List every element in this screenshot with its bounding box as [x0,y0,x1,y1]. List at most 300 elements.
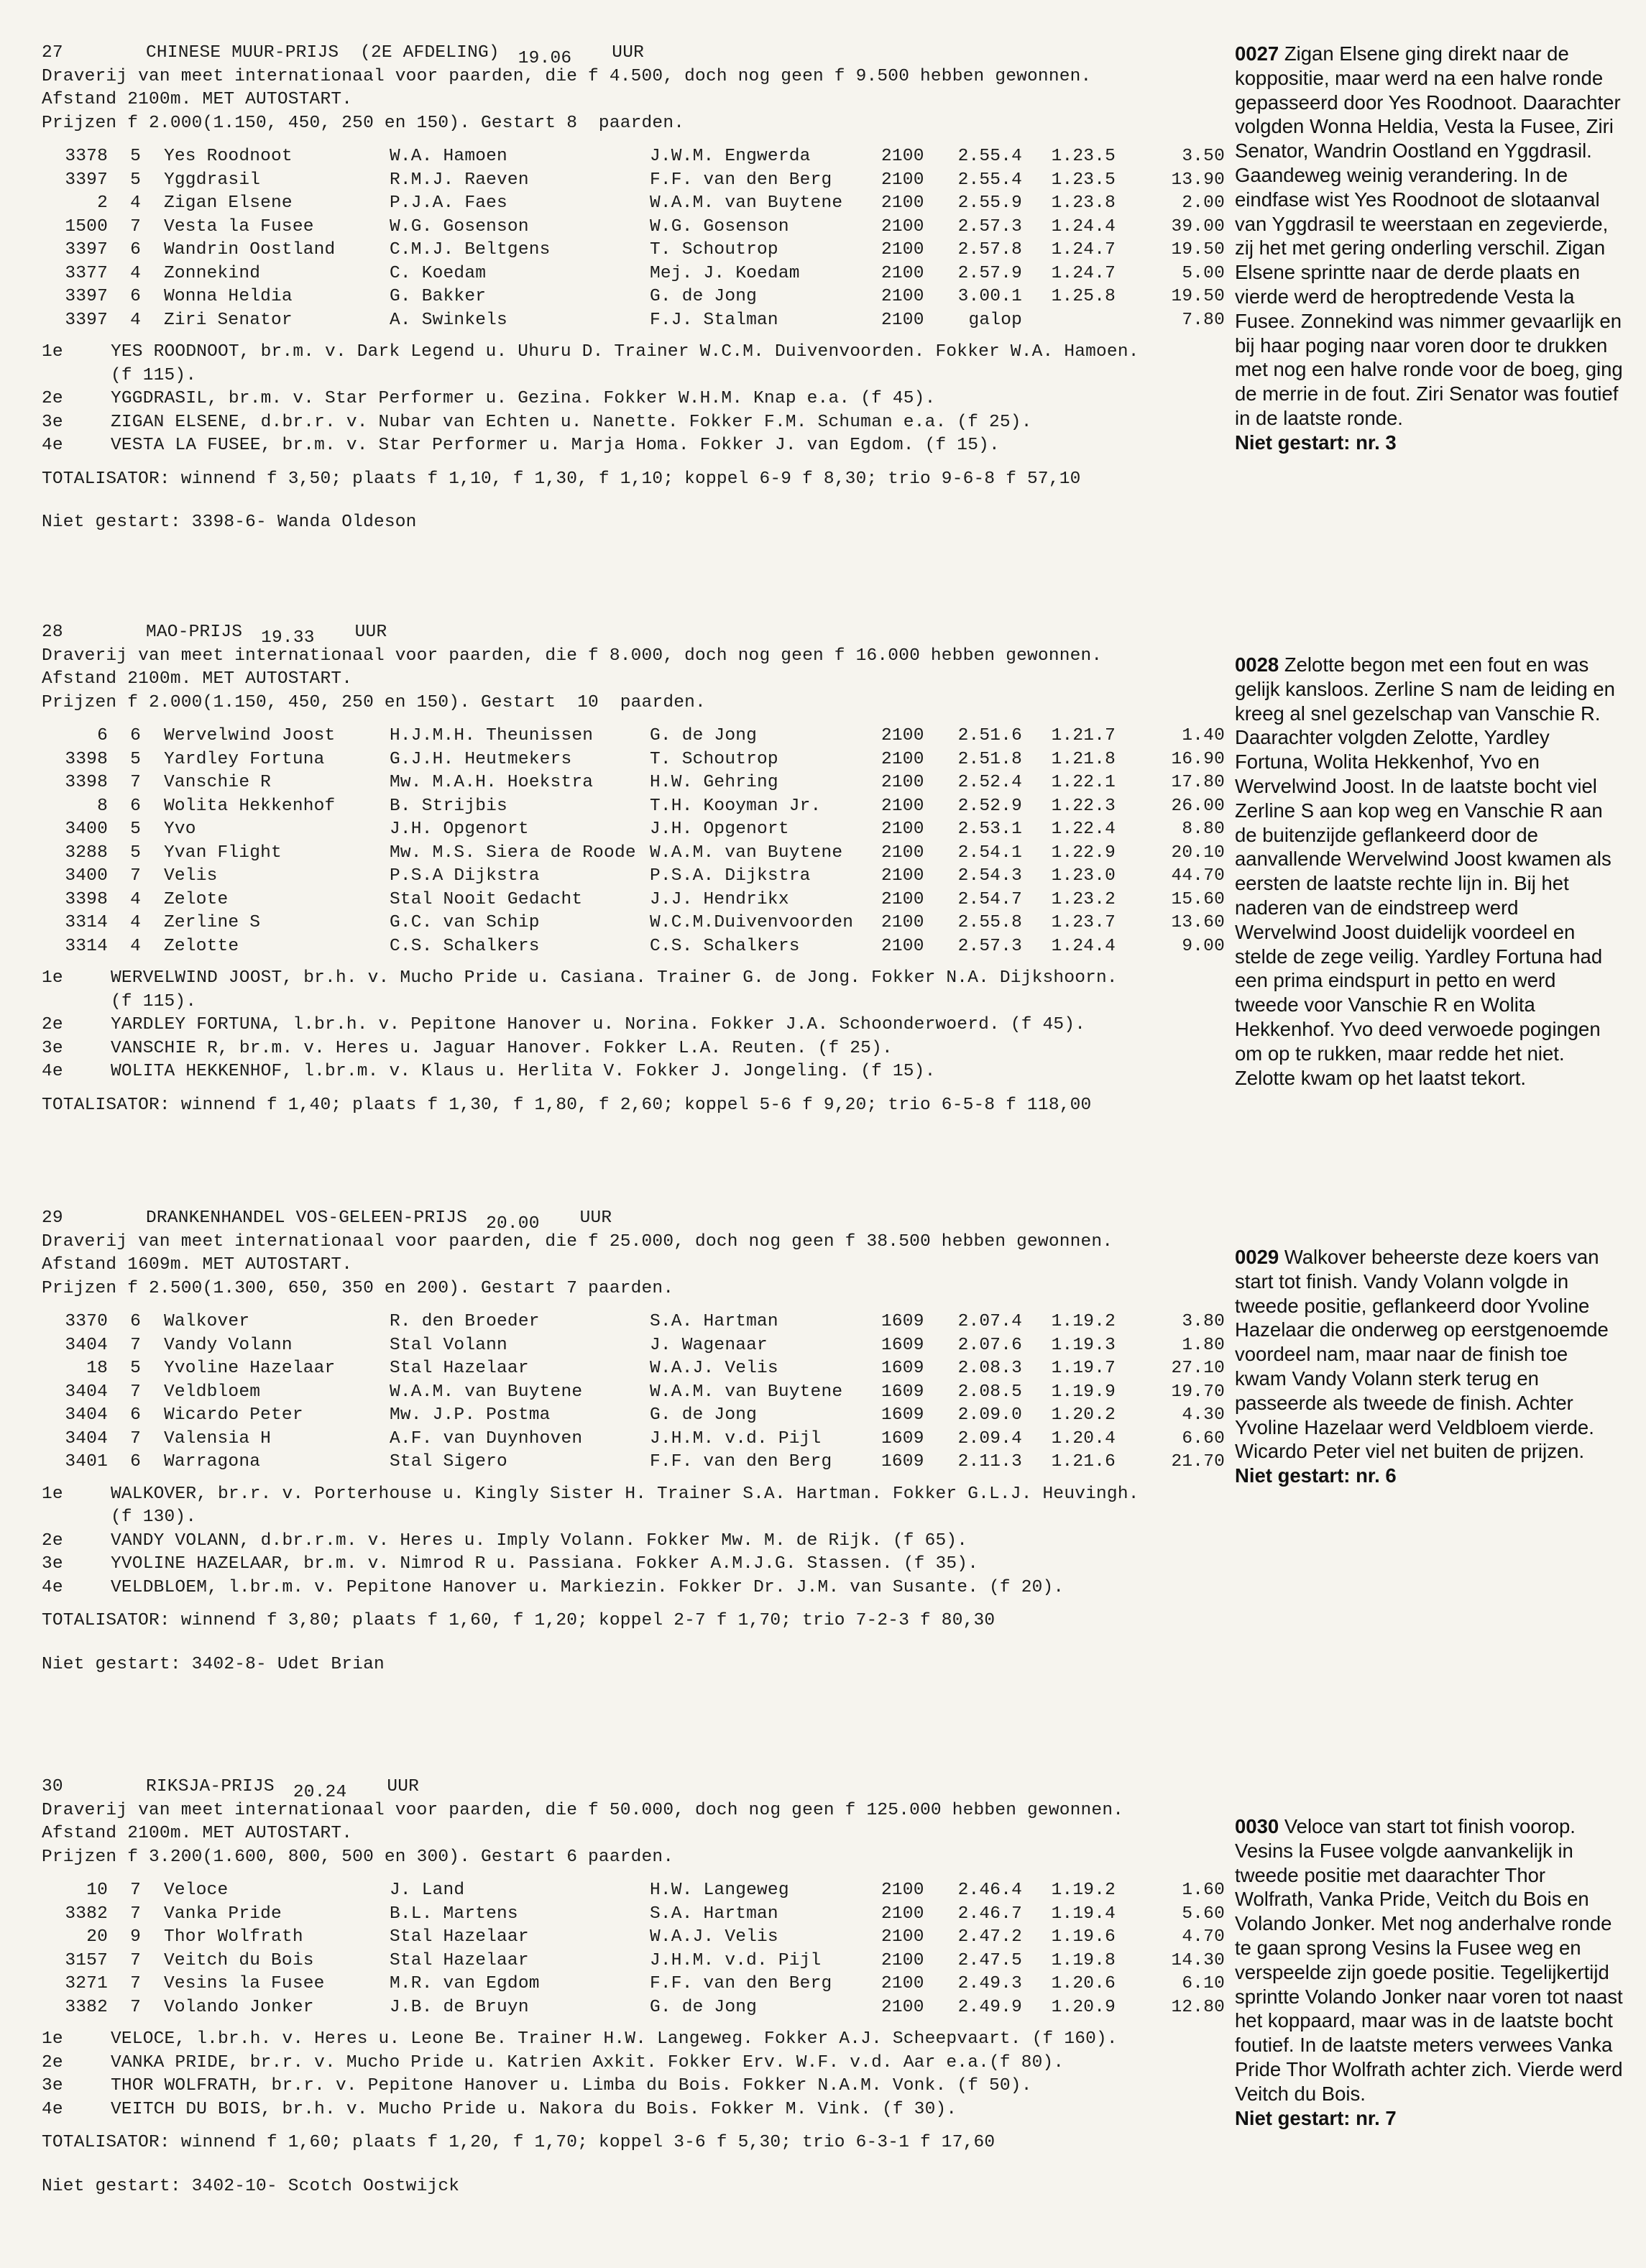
result-driver: C.M.J. Beltgens [390,240,551,260]
result-horse: Wonna Heldia [164,287,293,306]
result-post: 7 [130,1950,141,1970]
result-post: 4 [130,263,141,283]
result-dist: 2100 [881,263,924,283]
result-nr: 6 [97,726,108,745]
result-time: 2.46.4 [957,1881,1022,1900]
race-condition: Afstand 2100m. MET AUTOSTART. [42,90,353,109]
result-odds: 39.00 [1171,216,1225,237]
result-horse: Vanschie R [164,773,272,792]
result-km: 1.23.5 [1051,147,1116,166]
result-nr: 3398 [65,773,108,792]
race-condition: Draverij van meet internationaal voor paarden, die f 8.000, doch nog geen f 16.000 hebben gewonnen. [42,646,1103,666]
result-post: 4 [130,310,141,330]
result-driver: Stal Sigero [390,1452,507,1472]
result-trainer: J.W.M. Engwerda [650,147,811,166]
result-horse: Walkover [164,1312,250,1331]
result-post: 6 [130,1405,141,1425]
result-trainer: F.F. van den Berg [650,170,832,190]
result-trainer: W.C.M.Duivenvoorden [650,913,854,932]
result-horse: Vesta la Fusee [164,216,314,237]
result-km: 1.24.7 [1051,263,1116,283]
result-km: 1.23.8 [1051,193,1116,213]
result-time: 2.54.7 [957,889,1022,909]
result-dist: 2100 [881,913,924,932]
result-post: 4 [130,936,141,956]
result-horse: Velis [164,866,218,886]
race-report [1235,653,1623,1090]
result-trainer: W.G. Gosenson [650,216,789,237]
result-horse: Yggdrasil [164,170,261,190]
result-time: 2.51.6 [957,726,1022,745]
result-driver: C.S. Schalkers [390,936,540,956]
result-dist: 2100 [881,936,924,956]
table-row [42,935,1225,959]
result-km: 1.20.2 [1051,1405,1116,1425]
race-condition: Afstand 2100m. MET AUTOSTART. [42,1824,353,1843]
race-condition: Prijzen f 3.200(1.600, 800, 500 en 300). Gestart 6 paarden. [42,1847,674,1867]
result-km: 1.20.6 [1051,1974,1116,1993]
table-row [42,725,1225,748]
result-dist: 2100 [881,1881,924,1900]
result-km: 1.19.2 [1051,1881,1116,1900]
result-post: 7 [130,216,141,237]
placing-description: VANKA PRIDE, br.r. v. Mucho Pride u. Katrien Axkit. Fokker Erv. W.F. v.d. Aar e.a.(f 80). [111,2052,1065,2072]
race-time-unit: UUR [387,1777,420,1796]
result-odds: 20.10 [1171,843,1225,863]
result-km: 1.19.9 [1051,1382,1116,1402]
placing-item [42,1060,1228,1084]
report-text: Walkover beheerste deze koers van start tot finish. Vandy Volann volgde in tweede positie, geflankeerd door Yvoline Hazelaar die onderweg op eerstgenoemde voordeel nam, maar naar de finish toe kwam Vandy Volann sterk terug en passeerde als tweede de finish. Achter Yvoline Hazelaar werd Veldbloem vierde. Wicardo Peter viel net buiten de prijzen. [1235,1246,1609,1463]
result-post: 5 [130,819,141,839]
placing-position: 3e [42,2076,63,2095]
result-horse: Zerline S [164,913,261,932]
result-driver: Mw. M.A.H. Hoekstra [390,773,594,792]
result-odds: 44.70 [1171,866,1225,886]
race-name: CHINESE MUUR-PRIJS (2E AFDELING) [146,43,500,63]
result-odds: 3.80 [1182,1312,1225,1331]
result-odds: 19.50 [1171,240,1225,260]
result-post: 7 [130,1382,141,1402]
not-started-line: Niet gestart: 3402-10- Scotch Oostwijck [42,2176,460,2196]
result-horse: Wervelwind Joost [164,726,336,745]
result-post: 7 [130,1335,141,1355]
result-time: galop [968,310,1022,330]
result-odds: 27.10 [1171,1359,1225,1378]
result-dist: 1609 [881,1428,924,1449]
result-time: 2.46.7 [957,1904,1022,1924]
result-horse: Veitch du Bois [164,1950,314,1970]
result-time: 2.47.2 [957,1927,1022,1947]
result-time: 2.55.8 [957,913,1022,932]
result-time: 2.55.4 [957,170,1022,190]
report-id: 0028 [1235,653,1279,676]
result-odds: 19.50 [1171,287,1225,306]
result-km: 1.22.9 [1051,843,1116,863]
result-horse: Valensia H [164,1428,272,1449]
result-driver: Stal Hazelaar [390,1927,529,1947]
result-driver: J.B. de Bruyn [390,1997,529,2017]
result-time: 2.53.1 [957,819,1022,839]
result-nr: 3157 [65,1950,108,1970]
table-row [42,1381,1225,1405]
placing-description: YARDLEY FORTUNA, l.br.h. v. Pepitone Hanover u. Norina. Fokker J.A. Schoonderwoerd. (f 45). [111,1015,1086,1034]
result-odds: 1.40 [1182,726,1225,745]
race-condition: Draverij van meet internationaal voor paarden, die f 50.000, doch nog geen f 125.000 hebben gewonnen. [42,1800,1124,1820]
result-km: 1.23.2 [1051,889,1116,909]
placing-position: 3e [42,1038,63,1058]
result-driver: J. Land [390,1881,465,1900]
results-table [42,145,1225,332]
table-row [42,748,1225,772]
result-nr: 3370 [65,1312,108,1331]
result-horse: Yardley Fortuna [164,749,325,769]
result-odds: 7.80 [1182,310,1225,330]
result-nr: 3271 [65,1974,108,1993]
result-driver: G.J.H. Heutmekers [390,749,572,769]
result-post: 6 [130,1312,141,1331]
race-report [1235,1245,1623,1488]
result-post: 5 [130,147,141,166]
result-dist: 2100 [881,193,924,213]
table-row [42,1903,1225,1927]
report-text: Veloce van start tot finish voorop. Vesins la Fusee volgde aanvankelijk in tweede positie met daarachter Thor Wolfrath, Vanka Pride, Veitch du Bois en Volando Jonker. Met nog anderhalve ronde te gaan sprong Vesins la Fusee weg en verspeelde zijn goede positie. Tegelijkertijd sprintte Volando Jonker naar voren tot naast het koppaard, maar was in de laatste bocht foutief. In de laatste meters verwees Vanka Pride Thor Wolfrath achter zich. Vierde werd Veitch du Bois. [1235,1815,1623,2105]
placing-item [42,1553,1228,1576]
placing-item [42,967,1228,1014]
result-driver: Stal Hazelaar [390,1950,529,1970]
race-time-unit: UUR [612,43,645,63]
result-time: 3.00.1 [957,287,1022,306]
race-time: 19.33 [261,628,315,648]
result-nr: 3314 [65,936,108,956]
result-km: 1.19.8 [1051,1950,1116,1970]
race-block [42,1776,1228,2198]
placing-item [42,1576,1228,1600]
race-condition: Draverij van meet internationaal voor paarden, die f 25.000, doch nog geen f 38.500 hebben gewonnen. [42,1231,1113,1252]
result-post: 7 [130,1881,141,1900]
totalisator-line: TOTALISATOR: winnend f 3,50; plaats f 1,10, f 1,30, f 1,10; koppel 6-9 f 8,30; trio 9-6-8 f 57,10 [42,469,1081,489]
result-km: 1.24.4 [1051,216,1116,237]
placing-position: 3e [42,1554,63,1574]
result-dist: 2100 [881,1927,924,1947]
result-dist: 2100 [881,796,924,816]
race-time: 19.06 [518,49,572,68]
placing-position: 2e [42,1530,63,1551]
result-time: 2.09.0 [957,1405,1022,1425]
report-id: 0030 [1235,1815,1279,1837]
result-odds: 14.30 [1171,1950,1225,1970]
placing-description: YVOLINE HAZELAAR, br.m. v. Nimrod R u. Passiana. Fokker A.M.J.G. Stassen. (f 35). [111,1554,979,1574]
result-dist: 2100 [881,1974,924,1993]
result-driver: Stal Hazelaar [390,1359,529,1378]
table-row [42,865,1225,889]
result-dist: 2100 [881,287,924,306]
result-km: 1.22.3 [1051,796,1116,816]
result-nr: 8 [97,796,108,816]
table-row [42,842,1225,866]
table-row [42,1950,1225,1973]
result-odds: 19.70 [1171,1382,1225,1402]
result-dist: 2100 [881,1950,924,1970]
race-time-unit: UUR [579,1208,612,1228]
result-post: 7 [130,1974,141,1993]
result-trainer: F.J. Stalman [650,310,778,330]
result-driver: W.A. Hamoen [390,147,507,166]
race-report [1235,1814,1623,2130]
result-post: 4 [130,913,141,932]
result-km: 1.25.8 [1051,287,1116,306]
result-km: 1.22.4 [1051,819,1116,839]
result-driver: W.A.M. van Buytene [390,1382,583,1402]
result-dist: 2100 [881,843,924,863]
result-post: 7 [130,1997,141,2017]
result-time: 2.49.9 [957,1997,1022,2017]
result-post: 5 [130,170,141,190]
result-nr: 3398 [65,889,108,909]
race-name: RIKSJA-PRIJS [146,1777,275,1796]
report-not-started: Niet gestart: nr. 7 [1235,2106,1397,2129]
result-trainer: W.A.J. Velis [650,1359,778,1378]
result-nr: 3400 [65,819,108,839]
placing-item [42,1483,1228,1530]
result-nr: 20 [86,1927,108,1947]
result-odds: 6.10 [1182,1974,1225,1993]
result-time: 2.07.6 [957,1335,1022,1355]
race-block [42,42,1228,535]
placing-position: 4e [42,436,63,455]
table-row [42,145,1225,169]
table-row [42,912,1225,935]
placings-list [42,967,1228,1084]
result-trainer: J. Wagenaar [650,1335,768,1355]
result-horse: Vandy Volann [164,1335,293,1355]
report-body [1235,42,1623,431]
result-horse: Ziri Senator [164,310,293,330]
result-odds: 15.60 [1171,889,1225,909]
result-nr: 10 [86,1881,108,1900]
result-km: 1.23.5 [1051,170,1116,190]
result-km: 1.24.7 [1051,240,1116,260]
placing-description: VELOCE, l.br.h. v. Heres u. Leone Be. Trainer H.W. Langeweg. Fokker A.J. Scheepvaart. (f 160). [111,2029,1118,2049]
placing-position: 1e [42,2029,63,2049]
result-post: 7 [130,1904,141,1924]
result-odds: 1.80 [1182,1335,1225,1355]
result-km: 1.24.4 [1051,936,1116,956]
race-header [42,1207,1228,1234]
result-nr: 3397 [65,170,108,190]
placing-item [42,1014,1228,1037]
result-horse: Zelote [164,889,229,909]
placing-item [42,2028,1228,2052]
placing-position: 2e [42,2052,63,2072]
result-time: 2.57.9 [957,263,1022,283]
not-started-line: Niet gestart: 3398-6- Wanda Oldeson [42,513,417,532]
result-odds: 16.90 [1171,749,1225,769]
result-km: 1.21.6 [1051,1452,1116,1472]
result-horse: Yvo [164,819,196,839]
result-horse: Wolita Hekkenhof [164,796,336,816]
result-horse: Yes Roodnoot [164,147,293,166]
race-name: DRANKENHANDEL VOS-GELEEN-PRIJS [146,1208,468,1228]
result-km: 1.22.1 [1051,773,1116,792]
result-time: 2.54.1 [957,843,1022,863]
result-driver: R. den Broeder [390,1312,540,1331]
placing-item [42,411,1228,435]
result-odds: 17.80 [1171,773,1225,792]
result-horse: Thor Wolfrath [164,1927,303,1947]
result-driver: H.J.M.H. Theunissen [390,726,594,745]
report-text: Zigan Elsene ging direkt naar de koppositie, maar werd na een halve ronde gepasseerd door Yes Roodnoot. Daarachter volgden Wonna Heldia, Vesta la Fusee, Ziri Senator, Wandrin Oostland en Yggdrasil. Gaandeweg weinig verandering. In de eindfase wist Yes Roodnoot de slotaanval van Yggdrasil te weerstaan en zegevierde, zij het met gering onderling verschil. Zigan Elsene sprintte naar de derde plaats en vierde werd de heroptredende Vesta la Fusee. Zonnekind was nimmer gevaarlijk en bij haar poging naar voren door te drukken met nog een halve ronde voor de boeg, ging de merrie in de fout. Ziri Senator was foutief in de laatste ronde. [1235,42,1623,429]
result-dist: 1609 [881,1335,924,1355]
report-id: 0029 [1235,1246,1279,1268]
placing-description: THOR WOLFRATH, br.r. v. Pepitone Hanover u. Limba du Bois. Fokker N.A.M. Vonk. (f 50). [111,2076,1032,2095]
result-trainer: W.A.M. van Buytene [650,843,843,863]
result-horse: Veloce [164,1881,229,1900]
result-time: 2.57.8 [957,240,1022,260]
result-trainer: H.W. Gehring [650,773,778,792]
result-horse: Yvoline Hazelaar [164,1359,336,1378]
table-row [42,818,1225,842]
result-driver: C. Koedam [390,263,487,283]
result-driver: J.H. Opgenort [390,819,529,839]
result-post: 5 [130,843,141,863]
result-km: 1.20.9 [1051,1997,1116,2017]
placing-item [42,2098,1228,2122]
result-odds: 12.80 [1171,1997,1225,2017]
placing-position: 4e [42,2099,63,2119]
table-row [42,309,1225,333]
report-body [1235,1245,1623,1464]
totalisator-line: TOTALISATOR: winnend f 3,80; plaats f 1,60, f 1,20; koppel 2-7 f 1,70; trio 7-2-3 f 80,30 [42,1611,996,1630]
result-km: 1.19.6 [1051,1927,1116,1947]
result-driver: W.G. Gosenson [390,216,529,237]
result-nr: 3288 [65,843,108,863]
result-dist: 1609 [881,1359,924,1378]
result-dist: 2100 [881,726,924,745]
result-post: 7 [130,1428,141,1449]
result-horse: Warragona [164,1452,261,1472]
totalisator-line: TOTALISATOR: winnend f 1,40; plaats f 1,30, f 1,80, f 2,60; koppel 5-6 f 9,20; trio 6-5-8 f 118,00 [42,1095,1092,1115]
result-driver: A. Swinkels [390,310,507,330]
placing-item [42,1037,1228,1061]
placing-item [42,434,1228,458]
result-dist: 1609 [881,1312,924,1331]
result-dist: 1609 [881,1405,924,1425]
report-body [1235,1814,1623,2106]
result-post: 7 [130,866,141,886]
result-km: 1.21.7 [1051,726,1116,745]
table-row [42,771,1225,795]
result-nr: 3382 [65,1997,108,2017]
race-number: 29 [42,1208,63,1228]
race-header [42,621,1228,648]
report-text: Zelotte begon met een fout en was gelijk kansloos. Zerline S nam de leiding en kreeg al snel gezelschap van Vanschie R. Daarachter volgden Zelotte, Yardley Fortuna, Wolita Hekkenhof, Yvo en Wervelwind Joost. In de laatste bocht viel Zerline S aan kop weg en Vanschie R aan de buitenzijde geflankeerd door de aanvallende Wervelwind Joost kwamen als eersten de laatste rechte lijn in. Bij het naderen van de eindstreep werd Wervelwind Joost duidelijk voordeel en stelde de zege veilig. Yardley Fortuna had een prima eindspurt in petto en werd tweede voor Vanschie R en Wolita Hekkenhof. Yvo deed verwoede pogingen om op te rukken, maar redde het niet. Zelotte kwam op het laatst tekort. [1235,653,1615,1089]
race-condition: Prijzen f 2.000(1.150, 450, 250 en 150). Gestart 8 paarden. [42,113,685,133]
result-dist: 2100 [881,1904,924,1924]
result-odds: 13.90 [1171,170,1225,190]
result-time: 2.09.4 [957,1428,1022,1449]
result-nr: 3397 [65,310,108,330]
table-row [42,1334,1225,1358]
table-row [42,889,1225,912]
result-dist: 2100 [881,240,924,260]
table-row [42,262,1225,286]
result-nr: 3404 [65,1335,108,1355]
placing-description: YGGDRASIL, br.m. v. Star Performer u. Gezina. Fokker W.H.M. Knap e.a. (f 45). [111,389,936,408]
result-trainer: C.S. Schalkers [650,936,800,956]
result-trainer: Mej. J. Koedam [650,263,800,283]
result-odds: 1.60 [1182,1881,1225,1900]
race-time: 20.24 [293,1783,347,1802]
race-name: MAO-PRIJS [146,623,243,642]
table-row [42,239,1225,262]
result-post: 5 [130,1359,141,1378]
result-odds: 3.50 [1182,147,1225,166]
result-nr: 3404 [65,1428,108,1449]
result-trainer: J.H. Opgenort [650,819,789,839]
placings-list [42,341,1228,458]
placing-description: WOLITA HEKKENHOF, l.br.m. v. Klaus u. Herlita V. Fokker J. Jongeling. (f 15). [111,1062,936,1081]
result-time: 2.55.4 [957,147,1022,166]
placing-position: 4e [42,1062,63,1081]
result-dist: 2100 [881,1997,924,2017]
result-trainer: J.H.M. v.d. Pijl [650,1428,822,1449]
placing-description: VANSCHIE R, br.m. v. Heres u. Jaguar Hanover. Fokker L.A. Reuten. (f 25). [111,1038,893,1058]
result-horse: Wandrin Oostland [164,240,336,260]
result-nr: 3378 [65,147,108,166]
result-time: 2.08.3 [957,1359,1022,1378]
result-odds: 5.00 [1182,263,1225,283]
table-row [42,1357,1225,1381]
result-trainer: G. de Jong [650,1997,758,2017]
race-report [1235,42,1623,455]
result-driver: P.J.A. Faes [390,193,507,213]
race-header [42,42,1228,68]
placing-item [42,341,1228,387]
result-horse: Volando Jonker [164,1997,314,2017]
report-body [1235,653,1623,1090]
placing-description: VANDY VOLANN, d.br.r.m. v. Heres u. Imply Volann. Fokker Mw. M. de Rijk. (f 65). [111,1530,968,1551]
result-odds: 9.00 [1182,936,1225,956]
result-odds: 8.80 [1182,819,1225,839]
table-row [42,1996,1225,2020]
placing-item [42,387,1228,411]
result-nr: 3398 [65,749,108,769]
table-row [42,285,1225,309]
result-nr: 3382 [65,1904,108,1924]
results-table [42,1310,1225,1474]
result-nr: 3404 [65,1382,108,1402]
result-horse: Zigan Elsene [164,193,293,213]
result-time: 2.08.5 [957,1382,1022,1402]
result-trainer: T.H. Kooyman Jr. [650,796,822,816]
result-dist: 1609 [881,1382,924,1402]
table-row [42,1973,1225,1996]
result-nr: 18 [86,1359,108,1378]
result-odds: 26.00 [1171,796,1225,816]
result-dist: 2100 [881,749,924,769]
result-post: 6 [130,726,141,745]
result-horse: Veldbloem [164,1382,261,1402]
placing-item [42,1530,1228,1553]
placing-description: WERVELWIND JOOST, br.h. v. Mucho Pride u. Casiana. Trainer G. de Jong. Fokker N.A. Dijkshoorn. (f 115). [111,968,1118,1011]
table-row [42,795,1225,819]
result-driver: P.S.A Dijkstra [390,866,540,886]
result-time: 2.47.5 [957,1950,1022,1970]
race-number: 28 [42,623,63,642]
result-km: 1.21.8 [1051,749,1116,769]
result-horse: Yvan Flight [164,843,282,863]
result-post: 4 [130,193,141,213]
